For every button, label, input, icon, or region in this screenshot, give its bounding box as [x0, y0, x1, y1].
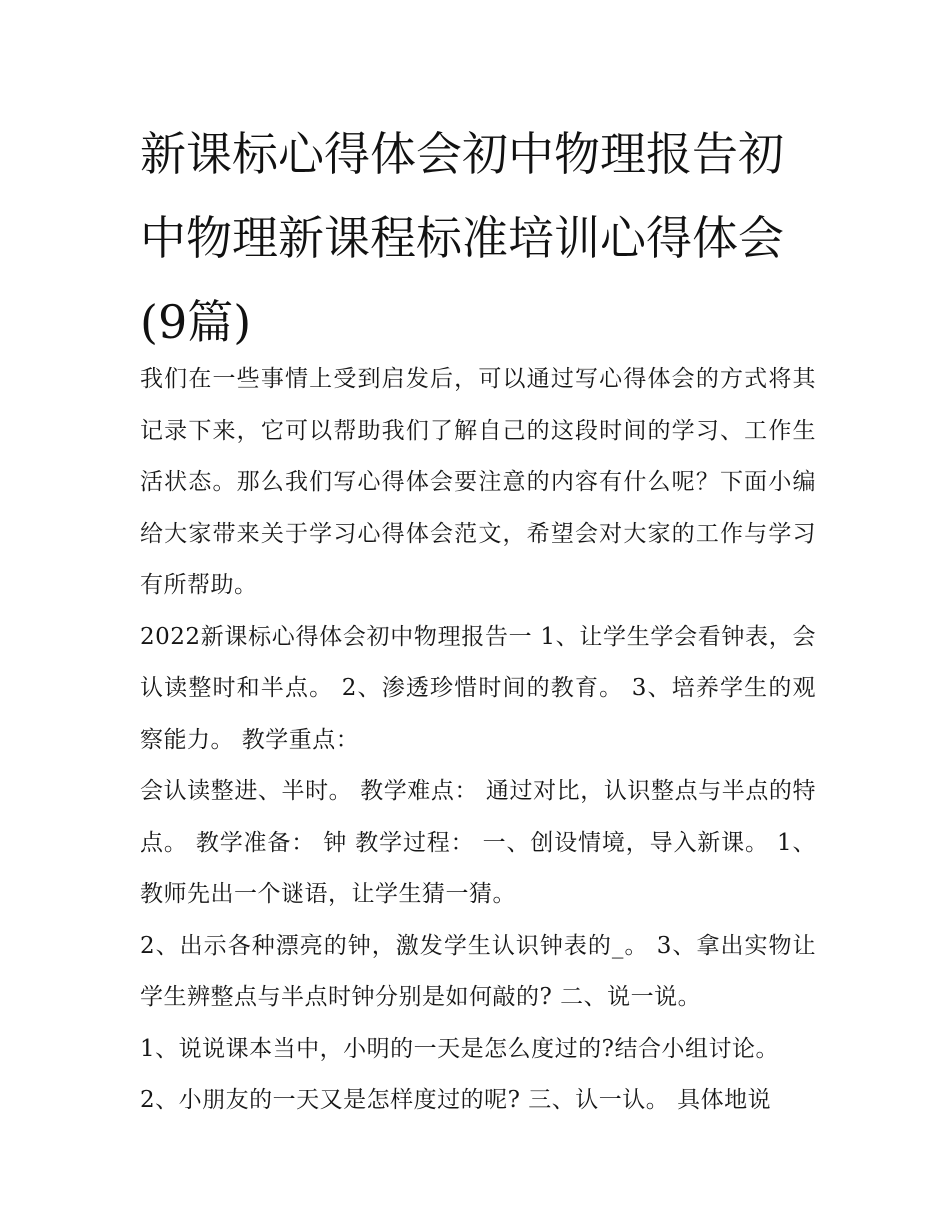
- paragraph-show-clocks: 2、出示各种漂亮的钟，激发学生认识钟表的_。 3、拿出实物让学生辨整点与半点时钟分别是如何敲的? 二、说一说。: [140, 932, 816, 1010]
- document-page: [140, 0, 820, 1229]
- paragraph-report-one: 2022新课标心得体会初中物理报告一 1、让学生学会看钟表，会认读整时和半点。 2、渗透珍惜时间的教育。 3、培养学生的观察能力。 教学重点：: [140, 623, 816, 753]
- paragraph-teaching-points: 会认读整进、半时。 教学难点： 通过对比，认识整点与半点的特点。 教学准备： 钟 教学过程： 一、创设情境，导入新课。 1、教师先出一个谜语，让学生猜一猜。: [140, 778, 816, 907]
- paragraph-xiaoming-day: 1、说说课本当中，小明的一天是怎么度过的?结合小组讨论。: [140, 1035, 779, 1062]
- document-title: 新课标心得体会初中物理报告初中物理新课程标准培训心得体会(9篇): [140, 127, 784, 349]
- document-body: [140, 354, 816, 1127]
- paragraph-intro: 我们在一些事情上受到启发后，可以通过写心得体会的方式将其记录下来，它可以帮助我们了解自己的这段时间的学习、工作生活状态。那么我们写心得体会要注意的内容有什么呢？下面小编给大家带来关于学习心得体会范文，希望会对大家的工作与学习有所帮助。: [140, 366, 816, 598]
- paragraph-children-day: 2、小朋友的一天又是怎样度过的呢? 三、认一认。 具体地说: [140, 1087, 772, 1113]
